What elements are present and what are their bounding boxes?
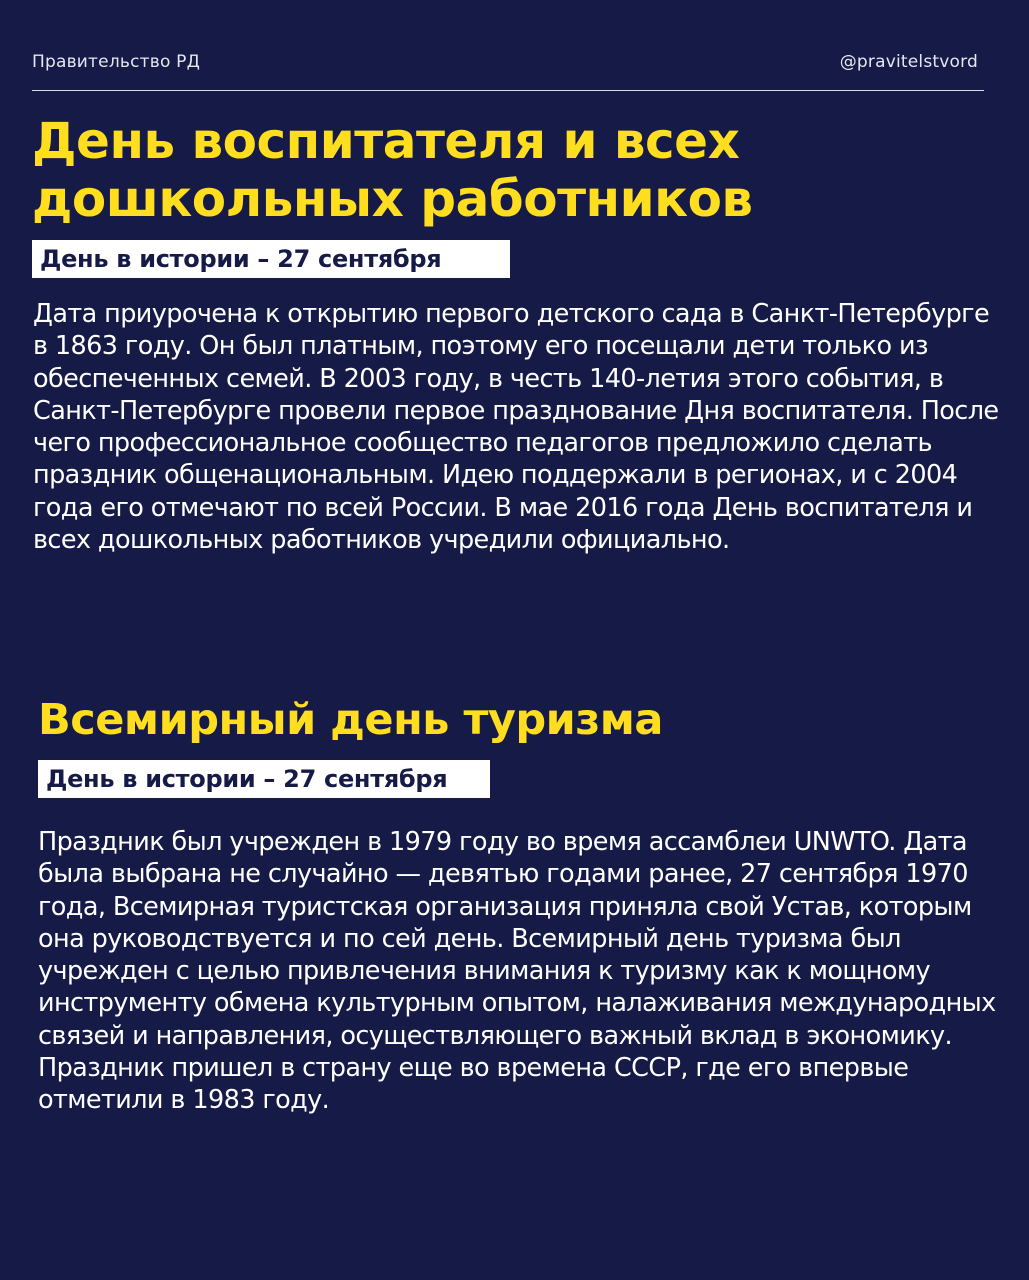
- org-name: Правительство РД: [32, 52, 201, 72]
- social-handle: @pravitelstvord: [839, 52, 978, 72]
- body-text-tourism-day: Праздник был учрежден в 1979 году во время ассамблеи UNWTO. Дата была выбрана не случайно — девятью годами ранее, 27 сентября 1970 года, Всемирная туристская организация приняла свой Устав, которым она руководствуется и по сей день. Всемирный день туризма был учрежден с целью привлечения внимания к туризму как к мощному инструменту обмена культурным опытом, налаживания международных связей и направления, осуществляющего важный вклад в экономику. Праздник пришел в страну еще во времена СССР, где его впервые отметили в 1983 году.: [38, 827, 996, 1116]
- section-title-tourism-day: Всемирный день туризма: [38, 695, 663, 745]
- body-text-preschool-day: Дата приурочена к открытию первого детского сада в Санкт-Петербурге в 1863 году. Он был платным, поэтому его посещали дети только из обеспеченных семей. В 2003 году, в честь 140-летия этого события, в Санкт-Петербурге провели первое празднование Дня воспитателя. После чего профессиональное сообщество педагогов предложило сделать праздник общенациональным. Идею поддержали в регионах, и с 2004 года его отмечают по всей России. В мае 2016 года День воспитателя и всех дошкольных работников учредили официально.: [33, 299, 999, 556]
- date-label-tourism-day: День в истории – 27 сентября: [38, 760, 490, 798]
- date-label-preschool-day: День в истории – 27 сентября: [32, 240, 510, 278]
- header-bar: [32, 50, 984, 91]
- section-title-preschool-day: День воспитателя и всех дошкольных работников: [32, 112, 753, 228]
